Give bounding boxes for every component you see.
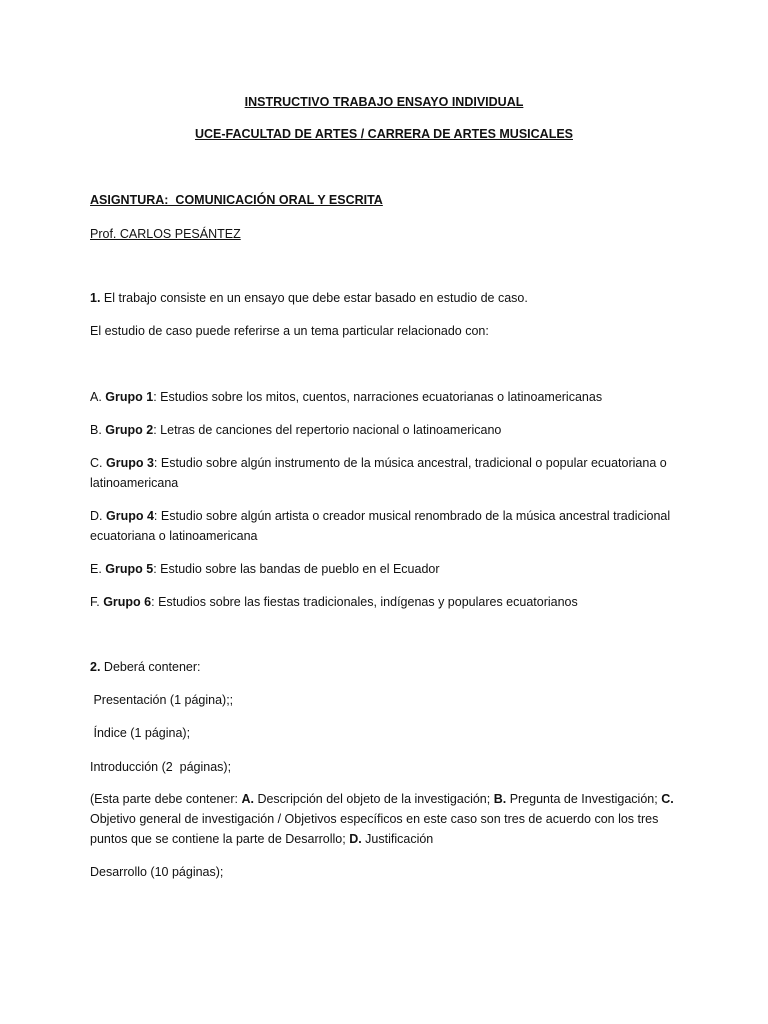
group-name: Grupo 2: [105, 423, 154, 437]
item-indice: Índice (1 página);: [90, 726, 191, 740]
paren-text: (Esta parte debe contener:: [90, 792, 242, 806]
paren-text: Objetivo general de investigación / Objetivos específicos en este caso son tres de acuerdo con los tres puntos que se contiene la parte de Desarrollo;: [90, 812, 659, 846]
group-item-3: [90, 453, 685, 493]
group-letter: E.: [90, 562, 106, 576]
group-text: : Letras de canciones del repertorio nacional o latinoamericano: [153, 423, 502, 437]
section-1-intro: [90, 288, 690, 308]
group-letter: F.: [90, 595, 104, 609]
group-text: : Estudios sobre los mitos, cuentos, narraciones ecuatorianas o latinoamericanas: [153, 390, 603, 404]
section-1-intro-text: El trabajo consiste en un ensayo que debe estar basado en estudio de caso.: [100, 291, 528, 305]
section-2-intro-text: Deberá contener:: [100, 660, 201, 674]
paren-label-a: A.: [241, 792, 254, 806]
introduccion-contents: [90, 789, 685, 849]
paren-text: Descripción del objeto de la investigación;: [253, 792, 494, 806]
paren-label-c: C.: [661, 792, 674, 806]
item-introduccion: Introducción (2 páginas);: [90, 760, 232, 774]
group-name: Grupo 3: [105, 456, 154, 470]
professor-name: Prof. CARLOS PESÁNTEZ: [90, 227, 241, 241]
group-item-4: [90, 506, 685, 546]
subject-heading: ASIGNTURA: COMUNICACIÓN ORAL Y ESCRITA: [90, 193, 383, 207]
paren-text: Pregunta de Investigación;: [506, 792, 662, 806]
item-desarrollo: Desarrollo (10 páginas);: [90, 865, 224, 879]
document-subtitle: UCE-FACULTAD DE ARTES / CARRERA DE ARTES MUSICALES: [194, 127, 573, 141]
document-title: INSTRUCTIVO TRABAJO ENSAYO INDIVIDUAL: [244, 95, 524, 109]
group-item-1: [90, 387, 690, 407]
item-presentacion: Presentación (1 página);;: [90, 693, 234, 707]
section-1-note: El estudio de caso puede referirse a un tema particular relacionado con:: [90, 324, 489, 338]
section-1-number: 1.: [90, 291, 101, 305]
group-letter: B.: [90, 423, 106, 437]
group-name: Grupo 5: [105, 562, 154, 576]
group-text: : Estudio sobre algún artista o creador musical renombrado de la música ancestral tradicional ecuatoriana o latinoamericana: [90, 509, 671, 543]
group-text: : Estudio sobre las bandas de pueblo en el Ecuador: [153, 562, 440, 576]
group-text: : Estudios sobre las fiestas tradicionales, indígenas y populares ecuatorianos: [151, 595, 578, 609]
paren-label-d: D.: [349, 832, 362, 846]
group-text: : Estudio sobre algún instrumento de la música ancestral, tradicional o popular ecuatoriana o latinoamericana: [90, 456, 667, 490]
group-letter: A.: [90, 390, 106, 404]
group-name: Grupo 6: [103, 595, 152, 609]
section-2-number: 2.: [90, 660, 101, 674]
paren-label-b: B.: [493, 792, 507, 806]
group-letter: C.: [90, 456, 106, 470]
group-name: Grupo 1: [105, 390, 154, 404]
group-letter: D.: [90, 509, 106, 523]
paren-text: Justificación: [361, 832, 434, 846]
group-item-5: [90, 559, 690, 579]
section-2-intro: [90, 657, 690, 677]
group-name: Grupo 4: [105, 509, 154, 523]
group-item-6: [90, 592, 690, 612]
group-item-2: [90, 420, 690, 440]
